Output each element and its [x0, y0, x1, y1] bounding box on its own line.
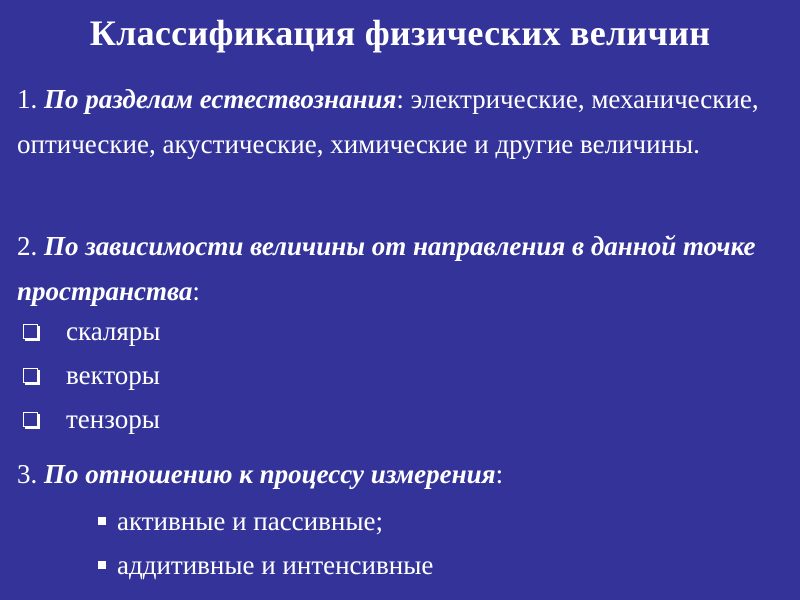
checkbox-bullet-icon	[23, 324, 38, 339]
list-item	[98, 543, 698, 587]
list-item	[17, 397, 417, 441]
section-2-number: 2.	[17, 231, 38, 261]
list-item-label: тензоры	[66, 404, 160, 434]
list-item	[98, 499, 698, 543]
section-1-text: : электрические, механические, оптические, акустические, химические и другие величины.	[17, 84, 759, 159]
checkbox-bullet-icon	[23, 368, 38, 383]
section-2-list	[17, 309, 417, 441]
section-3-text: :	[495, 459, 504, 489]
list-item-label: векторы	[66, 360, 160, 390]
list-item-label: активные и пассивные;	[117, 506, 383, 536]
section-2-heading: По зависимости величины от направления в данной точке пространства	[17, 231, 756, 306]
list-item	[17, 309, 417, 353]
slide-title: Классификация физических величин	[89, 13, 711, 53]
section-2-text: :	[192, 276, 200, 306]
square-bullet-icon	[98, 517, 106, 525]
square-bullet-icon	[98, 561, 106, 569]
section-3-heading: По отношению к процессу измерения	[44, 459, 496, 489]
section-1	[17, 77, 787, 167]
section-3-number: 3.	[17, 459, 38, 489]
section-3	[17, 452, 787, 497]
section-3-list	[98, 499, 698, 587]
checkbox-bullet-icon	[23, 412, 38, 427]
list-item	[17, 353, 417, 397]
list-item-label: аддитивные и интенсивные	[117, 550, 434, 580]
list-item-label: скаляры	[66, 316, 161, 346]
section-1-number: 1.	[17, 84, 38, 114]
section-1-heading: По разделам естествознания	[44, 84, 397, 114]
section-2	[17, 224, 787, 314]
